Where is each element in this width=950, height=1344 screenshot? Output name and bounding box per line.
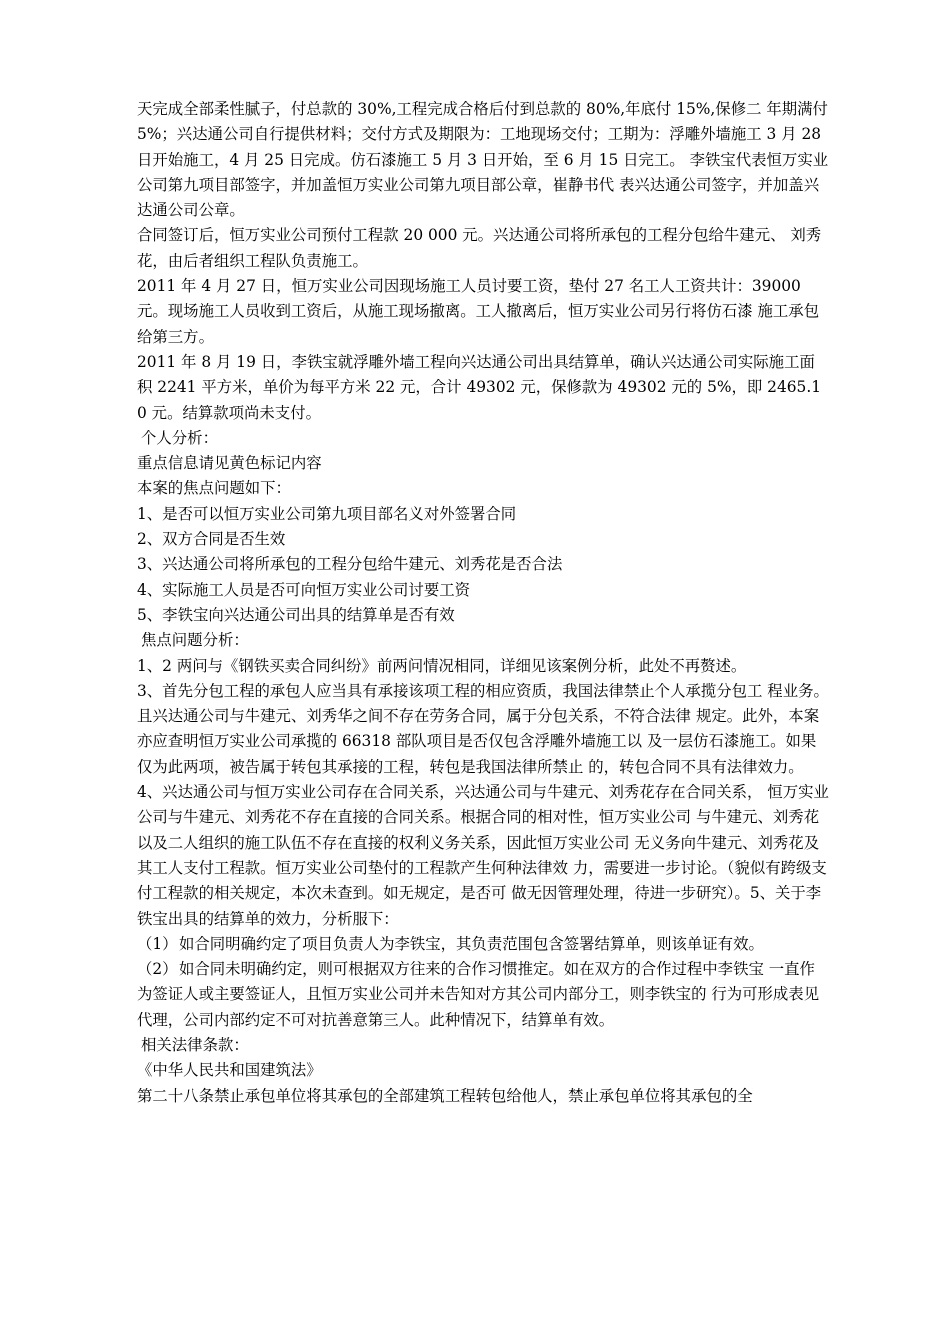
focus-question-3: 3、兴达通公司将所承包的工程分包给牛建元、刘秀花是否合法 bbox=[137, 555, 563, 574]
list-item-number: （2） bbox=[137, 960, 178, 979]
list-item-text: 如合同明确约定了项目负责人为李铁宝，其负责范围包含签署结算单，则该单证有效。 bbox=[179, 934, 764, 953]
paragraph-highlight-note: 重点信息请见黄色标记内容 bbox=[137, 454, 322, 473]
heading-personal-analysis: 个人分析： bbox=[141, 428, 218, 447]
paragraph-focus-intro: 本案的焦点问题如下： bbox=[137, 479, 291, 498]
document-body bbox=[137, 97, 830, 1109]
heading-related-law: 相关法律条款： bbox=[141, 1035, 249, 1054]
law-article-28: 第二十八条禁止承包单位将其承包的全部建筑工程转包给他人，禁止承包单位将其承包的全 bbox=[137, 1086, 753, 1105]
analysis-paragraph-1-2: 1、2 两问与《钢铁买卖合同纠纷》前两问情况相同，详细见该案例分析，此处不再赘述。 bbox=[137, 656, 747, 675]
list-item bbox=[137, 957, 830, 1033]
focus-question-2: 2、双方合同是否生效 bbox=[137, 530, 286, 549]
focus-question-5: 5、李铁宝向兴达通公司出具的结算单是否有效 bbox=[137, 605, 455, 624]
list-item-text: 如合同未明确约定，则可根据双方往来的合作习惯推定。如在双方的合作过程中李铁宝 一直作为签证人或主要签证人，且恒万实业公司并未告知对方其公司内部分工，则李铁宝的 行为可形成表见代理，公司内部约定不可对抗善意第三人。此种情况下，结算单有效。 bbox=[137, 960, 820, 1029]
heading-focus-analysis: 焦点问题分析： bbox=[141, 631, 249, 650]
law-title: 《中华人民共和国建筑法》 bbox=[137, 1061, 322, 1080]
analysis-paragraph-4: 4、兴达通公司与恒万实业公司存在合同关系，兴达通公司与牛建元、刘秀花存在合同关系， 恒万实业公司与牛建元、刘秀花不存在直接的合同关系。根据合同的相对性，恒万实业公司 与牛建元、刘秀花以及二人组织的施工队伍不存在直接的权利义务关系，因此恒万实业公司 无义务向牛建元、刘秀花及其工人支付工程款。恒万实业公司垫付的工程款产生何种法律效 力，需要进一步讨论。（貌似有跨级支付工程款的相关规定，本次未查到。如无规定，是否可 做无因管理处理，待进一步研究）。5、关于李铁宝出具的结算单的效力，分析服下： bbox=[137, 783, 829, 928]
paragraph-settlement: 2011 年 8 月 19 日，李铁宝就浮雕外墙工程向兴达通公司出具结算单，确认兴达通公司实际施工面积 2241 平方米，单价为每平方米 22 元，合计 49302 元，保修款为 49302 元的 5%，即 2465.10 元。结算款项尚未支付。 bbox=[137, 352, 822, 422]
list-item bbox=[137, 932, 830, 957]
paragraph-wage-advance: 2011 年 4 月 27 日，恒万实业公司因现场施工人员讨要工资，垫付 27 名工人工资共计：39000 元。现场施工人员收到工资后，从施工现场撤离。工人撤离后，恒万实业公司另行将仿石漆 施工承包给第三方。 bbox=[137, 277, 820, 346]
list-item-number: （1） bbox=[137, 934, 178, 953]
analysis-paragraph-3: 3、首先分包工程的承包人应当具有承接该项工程的相应资质，我国法律禁止个人承揽分包工 程业务。且兴达通公司与牛建元、刘秀华之间不存在劳务合同，属于分包关系，不符合法律 规定。此外，本案亦应查明恒万实业公司承揽的 66318 部队项目是否仅包含浮雕外墙施工以 及一层仿石漆施工。如果仅为此两项，被告属于转包其承接的工程，转包是我国法律所禁止 的，转包合同不具有法律效力。 bbox=[137, 681, 829, 776]
focus-question-4: 4、实际施工人员是否可向恒万实业公司讨要工资 bbox=[137, 580, 470, 599]
paragraph-advance-payment: 合同签订后，恒万实业公司预付工程款 20 000 元。兴达通公司将所承包的工程分包给牛建元、 刘秀花，由后者组织工程队负责施工。 bbox=[137, 226, 822, 270]
paragraph-contract-terms: 天完成全部柔性腻子，付总款的 30%,工程完成合格后付到总款的 80%,年底付 15%,保修二 年期满付 5%；兴达通公司自行提供材料；交付方式及期限为：工地现场交付；工期为：浮雕外墙施工 3 月 28 日开始施工，4 月 25 日完成。仿石漆施工 5 月 3 日开始，至 6 月 15 日完工。 李铁宝代表恒万实业公司第九项目部签字，并加盖恒万实业公司第九项目部公章，崔静书代 表兴达通公司签字，并加盖兴达通公司公章。 bbox=[137, 100, 829, 220]
focus-question-1: 1、是否可以恒万实业公司第九项目部名义对外签署合同 bbox=[137, 504, 517, 523]
